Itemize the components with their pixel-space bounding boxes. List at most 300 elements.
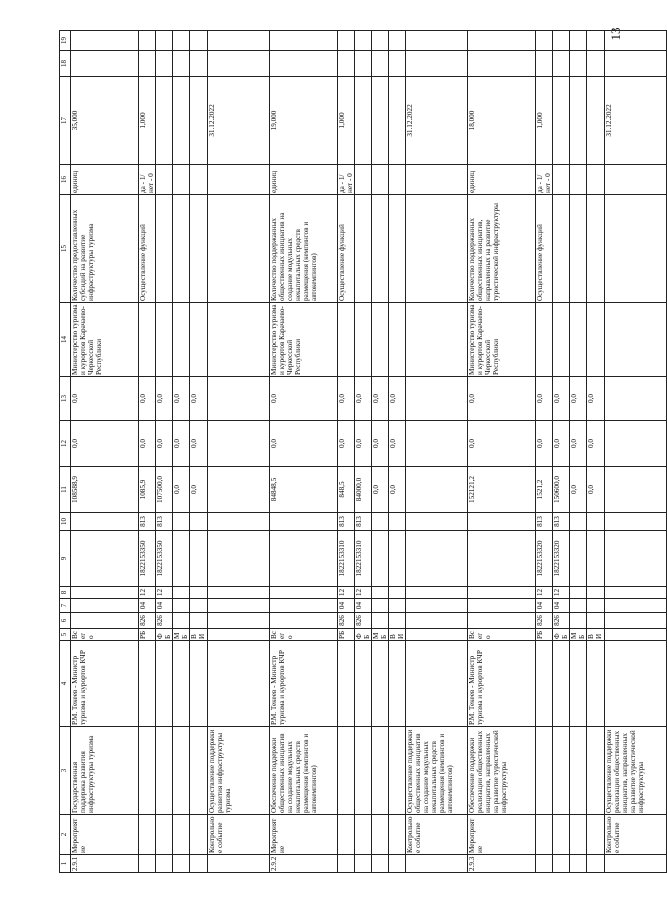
unit-cell: да - 1/ нет - 0 — [337, 165, 354, 195]
kbk-subsection-cell: 12 — [536, 587, 553, 599]
amount-2024-cell: 0,0 — [468, 377, 536, 421]
kbk-vr-cell — [406, 513, 468, 531]
kbk-grbs-cell — [269, 613, 337, 629]
kbk-vr-cell — [468, 513, 536, 531]
amount-2024-cell: 0,0 — [139, 377, 156, 421]
rotated-table-wrapper — [59, 31, 645, 873]
funding-source-cell: Всего — [468, 629, 536, 641]
kbk-grbs-cell: 826 — [139, 613, 156, 629]
kbk-vr-cell — [388, 513, 405, 531]
executor-cell — [587, 303, 604, 377]
indicator-name-cell — [406, 195, 468, 303]
amount-2022-cell — [207, 467, 269, 513]
row-number-cell — [139, 855, 156, 873]
event-type-cell: Мероприятие — [269, 815, 337, 855]
event-type-cell: Контрольное событие — [207, 815, 269, 855]
amount-2024-cell: 0,0 — [388, 377, 405, 421]
amount-2023-cell: 0,0 — [269, 421, 337, 467]
responsible-cell — [207, 641, 269, 727]
kbk-section-cell: 04 — [337, 599, 354, 613]
empty-cell-18 — [337, 51, 354, 77]
amount-2023-cell: 0,0 — [173, 421, 190, 467]
event-type-cell — [354, 815, 371, 855]
amount-2024-cell: 0,0 — [354, 377, 371, 421]
column-number: 18 — [60, 51, 71, 77]
unit-cell: единиц — [71, 165, 139, 195]
unit-cell: да - 1/ нет - 0 — [139, 165, 156, 195]
kbk-section-cell — [604, 599, 666, 613]
unit-cell — [371, 165, 388, 195]
column-number: 13 — [60, 377, 71, 421]
event-name-cell — [190, 727, 207, 815]
kbk-vr-cell — [190, 513, 207, 531]
amount-2022-cell: 84000,0 — [354, 467, 371, 513]
kbk-vr-cell — [269, 513, 337, 531]
kbk-grbs-cell — [173, 613, 190, 629]
amount-2022-cell: 0,0 — [388, 467, 405, 513]
indicator-value-cell — [371, 77, 388, 165]
row-number-cell: 2.9.1 — [71, 855, 139, 873]
empty-cell-18 — [570, 51, 587, 77]
indicator-value-cell: 31.12.2022 — [406, 77, 468, 165]
column-number: 16 — [60, 165, 71, 195]
table-row — [587, 31, 604, 873]
column-number: 7 — [60, 599, 71, 613]
responsible-cell: Р.М. Текеев - Министр туризма и курортов КЧР — [269, 641, 337, 727]
kbk-target-cell — [190, 531, 207, 587]
event-name-cell: Осуществление поддержки реализации общественных инициатив, направленных на развитие туристической инфраструктуры — [604, 727, 666, 815]
event-type-cell — [587, 815, 604, 855]
kbk-subsection-cell — [371, 587, 388, 599]
column-number: 14 — [60, 303, 71, 377]
row-number-cell — [207, 855, 269, 873]
event-name-cell — [173, 727, 190, 815]
kbk-section-cell — [71, 599, 139, 613]
event-name-cell: Осуществление поддержки развития инфраструктуры туризма — [207, 727, 269, 815]
kbk-grbs-cell — [570, 613, 587, 629]
event-name-cell — [388, 727, 405, 815]
kbk-section-cell — [207, 599, 269, 613]
kbk-grbs-cell: 826 — [337, 613, 354, 629]
funding-source-cell: Всего — [71, 629, 139, 641]
event-name-cell — [570, 727, 587, 815]
empty-cell-19 — [71, 31, 139, 51]
event-name-cell: Обеспечение поддержки реализации общественных инициатив, направленных на развитие туристической инфраструктуры — [468, 727, 536, 815]
responsible-cell — [337, 641, 354, 727]
event-type-cell: Мероприятие — [468, 815, 536, 855]
event-type-cell: Контрольное событие — [406, 815, 468, 855]
unit-cell — [587, 165, 604, 195]
amount-2023-cell — [604, 421, 666, 467]
kbk-section-cell — [570, 599, 587, 613]
indicator-name-cell — [190, 195, 207, 303]
table-row — [388, 31, 405, 873]
responsible-cell — [173, 641, 190, 727]
kbk-grbs-cell — [371, 613, 388, 629]
kbk-vr-cell — [604, 513, 666, 531]
empty-cell-18 — [587, 51, 604, 77]
kbk-target-cell — [269, 531, 337, 587]
unit-cell — [388, 165, 405, 195]
kbk-grbs-cell — [468, 613, 536, 629]
kbk-section-cell — [173, 599, 190, 613]
table-row — [207, 31, 269, 873]
row-number-cell — [553, 855, 570, 873]
kbk-target-cell — [570, 531, 587, 587]
amount-2022-cell: 152121,2 — [468, 467, 536, 513]
kbk-grbs-cell — [604, 613, 666, 629]
row-number-cell — [371, 855, 388, 873]
executor-cell — [553, 303, 570, 377]
indicator-value-cell — [190, 77, 207, 165]
empty-cell-18 — [190, 51, 207, 77]
kbk-target-cell — [207, 531, 269, 587]
kbk-subsection-cell — [269, 587, 337, 599]
responsible-cell — [371, 641, 388, 727]
table-row — [71, 31, 139, 873]
event-name-cell — [354, 727, 371, 815]
indicator-value-cell — [388, 77, 405, 165]
indicator-value-cell — [587, 77, 604, 165]
amount-2024-cell — [207, 377, 269, 421]
amount-2022-cell — [406, 467, 468, 513]
executor-cell — [207, 303, 269, 377]
event-type-cell — [570, 815, 587, 855]
empty-cell-19 — [190, 31, 207, 51]
empty-cell-18 — [354, 51, 371, 77]
kbk-vr-cell — [173, 513, 190, 531]
kbk-target-cell — [371, 531, 388, 587]
table-row — [173, 31, 190, 873]
executor-cell: Министерство туризма и курортов Карачаево-Черкесской Республики — [468, 303, 536, 377]
kbk-section-cell — [406, 599, 468, 613]
kbk-target-cell — [604, 531, 666, 587]
table-row — [156, 31, 173, 873]
amount-2024-cell: 0,0 — [156, 377, 173, 421]
amount-2022-cell: 0,0 — [587, 467, 604, 513]
kbk-subsection-cell — [190, 587, 207, 599]
empty-cell-18 — [388, 51, 405, 77]
empty-cell-19 — [553, 31, 570, 51]
kbk-section-cell — [468, 599, 536, 613]
indicator-name-cell — [371, 195, 388, 303]
row-number-cell — [604, 855, 666, 873]
amount-2023-cell: 0,0 — [156, 421, 173, 467]
column-number: 10 — [60, 513, 71, 531]
unit-cell: единиц — [269, 165, 337, 195]
empty-cell-19 — [536, 31, 553, 51]
amount-2023-cell: 0,0 — [71, 421, 139, 467]
indicator-value-cell: 1,000 — [337, 77, 354, 165]
indicator-value-cell: 1,000 — [536, 77, 553, 165]
kbk-subsection-cell: 12 — [553, 587, 570, 599]
responsible-cell — [587, 641, 604, 727]
unit-cell: единиц — [468, 165, 536, 195]
funding-source-cell — [406, 629, 468, 641]
column-number: 19 — [60, 31, 71, 51]
amount-2022-cell: 84848,5 — [269, 467, 337, 513]
amount-2022-cell: 150600,0 — [553, 467, 570, 513]
empty-cell-19 — [207, 31, 269, 51]
column-number: 1 — [60, 855, 71, 873]
table-row — [337, 31, 354, 873]
executor-cell — [156, 303, 173, 377]
executor-cell: Министерство туризма и курортов Карачаево-Черкесской Республики — [71, 303, 139, 377]
kbk-subsection-cell: 12 — [337, 587, 354, 599]
event-type-cell: Мероприятие — [71, 815, 139, 855]
table-body — [60, 31, 667, 873]
amount-2022-cell: 1085,9 — [139, 467, 156, 513]
amount-2024-cell: 0,0 — [269, 377, 337, 421]
indicator-name-cell: Количество поддержанных общественных инициатив на создание модульных некапитальных средств размещения (кемпингов и автокемпингов) — [269, 195, 337, 303]
kbk-grbs-cell — [406, 613, 468, 629]
amount-2023-cell: 0,0 — [139, 421, 156, 467]
column-number: 17 — [60, 77, 71, 165]
kbk-subsection-cell — [388, 587, 405, 599]
event-type-cell — [190, 815, 207, 855]
table-row — [536, 31, 553, 873]
kbk-vr-cell — [207, 513, 269, 531]
row-number-cell: 2.9.3 — [468, 855, 536, 873]
unit-cell — [156, 165, 173, 195]
indicator-value-cell: 18,000 — [468, 77, 536, 165]
executor-cell — [354, 303, 371, 377]
table-row — [553, 31, 570, 873]
unit-cell — [406, 165, 468, 195]
kbk-section-cell: 04 — [156, 599, 173, 613]
amount-2023-cell: 0,0 — [553, 421, 570, 467]
executor-cell — [173, 303, 190, 377]
indicator-name-cell — [354, 195, 371, 303]
empty-cell-19 — [337, 31, 354, 51]
funding-source-cell: РБ — [139, 629, 156, 641]
table-row — [190, 31, 207, 873]
funding-source-cell: МБ — [371, 629, 388, 641]
kbk-section-cell — [269, 599, 337, 613]
table-row — [604, 31, 666, 873]
kbk-target-cell — [388, 531, 405, 587]
indicator-name-cell — [587, 195, 604, 303]
indicator-value-cell: 19,000 — [269, 77, 337, 165]
event-type-cell — [536, 815, 553, 855]
event-type-cell — [553, 815, 570, 855]
amount-2024-cell: 0,0 — [337, 377, 354, 421]
column-number: 11 — [60, 467, 71, 513]
amount-2023-cell: 0,0 — [337, 421, 354, 467]
empty-cell-19 — [587, 31, 604, 51]
amount-2023-cell: 0,0 — [371, 421, 388, 467]
kbk-subsection-cell — [570, 587, 587, 599]
empty-cell-18 — [139, 51, 156, 77]
empty-cell-18 — [156, 51, 173, 77]
indicator-name-cell: Количество предоставленных субсидий на развитие инфраструктуры туризма — [71, 195, 139, 303]
kbk-section-cell — [190, 599, 207, 613]
amount-2023-cell: 0,0 — [190, 421, 207, 467]
amount-2024-cell: 0,0 — [553, 377, 570, 421]
responsible-cell — [553, 641, 570, 727]
empty-cell-18 — [173, 51, 190, 77]
event-name-cell: Государственная поддержка развития инфраструктуры туризма — [71, 727, 139, 815]
executor-cell — [388, 303, 405, 377]
empty-cell-19 — [468, 31, 536, 51]
amount-2022-cell: 1521,2 — [536, 467, 553, 513]
table-row — [406, 31, 468, 873]
event-name-cell — [139, 727, 156, 815]
kbk-target-cell: 1822153350 — [156, 531, 173, 587]
kbk-target-cell — [468, 531, 536, 587]
page-number: 13 — [608, 27, 623, 41]
responsible-cell — [388, 641, 405, 727]
empty-cell-19 — [354, 31, 371, 51]
row-number-cell — [156, 855, 173, 873]
kbk-grbs-cell — [587, 613, 604, 629]
indicator-name-cell — [604, 195, 666, 303]
amount-2024-cell — [406, 377, 468, 421]
amount-2022-cell: 0,0 — [173, 467, 190, 513]
table-row — [371, 31, 388, 873]
amount-2024-cell — [604, 377, 666, 421]
indicator-value-cell: 31.12.2022 — [604, 77, 666, 165]
executor-cell: Министерство туризма и курортов Карачаево-Черкесской Республики — [269, 303, 337, 377]
kbk-vr-cell — [587, 513, 604, 531]
funding-source-cell: ФБ — [156, 629, 173, 641]
unit-cell — [173, 165, 190, 195]
unit-cell — [207, 165, 269, 195]
kbk-subsection-cell — [173, 587, 190, 599]
empty-cell-18 — [536, 51, 553, 77]
kbk-target-cell: 1822153320 — [553, 531, 570, 587]
kbk-target-cell — [406, 531, 468, 587]
column-number: 5 — [60, 629, 71, 641]
amount-2023-cell: 0,0 — [354, 421, 371, 467]
event-type-cell — [337, 815, 354, 855]
indicator-name-cell: Количество поддержанных общественных инициатив, направленных на развитие туристической инфраструктуры — [468, 195, 536, 303]
funding-source-cell: МБ — [173, 629, 190, 641]
event-name-cell — [156, 727, 173, 815]
table-row — [468, 31, 536, 873]
row-number-cell — [406, 855, 468, 873]
kbk-section-cell — [587, 599, 604, 613]
indicator-name-cell — [570, 195, 587, 303]
responsible-cell — [570, 641, 587, 727]
unit-cell — [570, 165, 587, 195]
funding-source-cell: ФБ — [354, 629, 371, 641]
kbk-section-cell — [371, 599, 388, 613]
kbk-vr-cell: 813 — [553, 513, 570, 531]
unit-cell — [604, 165, 666, 195]
column-number: 12 — [60, 421, 71, 467]
empty-cell-18 — [371, 51, 388, 77]
column-number: 2 — [60, 815, 71, 855]
funding-source-cell: ВИ — [190, 629, 207, 641]
executor-cell — [536, 303, 553, 377]
kbk-section-cell: 04 — [139, 599, 156, 613]
indicator-value-cell — [570, 77, 587, 165]
executor-cell — [371, 303, 388, 377]
kbk-section-cell: 04 — [553, 599, 570, 613]
funding-source-cell: МБ — [570, 629, 587, 641]
amount-2022-cell: 0,0 — [570, 467, 587, 513]
unit-cell: да - 1/ нет - 0 — [536, 165, 553, 195]
kbk-target-cell: 1822153350 — [139, 531, 156, 587]
funding-source-cell: РБ — [337, 629, 354, 641]
indicator-name-cell: Осуществление функций — [139, 195, 156, 303]
amount-2024-cell: 0,0 — [173, 377, 190, 421]
row-number-cell: 2.9.2 — [269, 855, 337, 873]
kbk-target-cell — [173, 531, 190, 587]
event-name-cell — [587, 727, 604, 815]
kbk-vr-cell: 813 — [139, 513, 156, 531]
row-number-cell — [354, 855, 371, 873]
kbk-subsection-cell — [587, 587, 604, 599]
executor-cell — [570, 303, 587, 377]
amount-2023-cell: 0,0 — [536, 421, 553, 467]
kbk-grbs-cell: 826 — [354, 613, 371, 629]
kbk-subsection-cell — [207, 587, 269, 599]
kbk-subsection-cell: 12 — [139, 587, 156, 599]
empty-cell-18 — [406, 51, 468, 77]
event-name-cell — [553, 727, 570, 815]
kbk-section-cell: 04 — [536, 599, 553, 613]
event-name-cell: Обеспечение поддержки общественных инициатив на создание модульных некапитальных средств размещения (кемпингов и автокемпингов) — [269, 727, 337, 815]
indicator-value-cell — [354, 77, 371, 165]
indicator-name-cell — [173, 195, 190, 303]
funding-source-cell: ВИ — [388, 629, 405, 641]
responsible-cell — [536, 641, 553, 727]
amount-2023-cell — [207, 421, 269, 467]
funding-source-cell: ФБ — [553, 629, 570, 641]
amount-2023-cell — [406, 421, 468, 467]
table-row — [354, 31, 371, 873]
indicator-value-cell — [173, 77, 190, 165]
indicator-name-cell — [553, 195, 570, 303]
empty-cell-19 — [173, 31, 190, 51]
unit-cell — [354, 165, 371, 195]
event-type-cell — [388, 815, 405, 855]
kbk-section-cell — [388, 599, 405, 613]
kbk-subsection-cell — [604, 587, 666, 599]
event-name-cell — [371, 727, 388, 815]
kbk-vr-cell: 813 — [354, 513, 371, 531]
amount-2022-cell: 0,0 — [371, 467, 388, 513]
kbk-grbs-cell — [388, 613, 405, 629]
kbk-target-cell: 1822153310 — [337, 531, 354, 587]
executor-cell — [190, 303, 207, 377]
empty-cell-18 — [71, 51, 139, 77]
event-type-cell — [156, 815, 173, 855]
responsible-cell — [139, 641, 156, 727]
column-number: 6 — [60, 613, 71, 629]
indicator-name-cell — [156, 195, 173, 303]
kbk-target-cell: 1822153320 — [536, 531, 553, 587]
program-table — [59, 30, 667, 873]
funding-source-cell: ВИ — [587, 629, 604, 641]
unit-cell — [190, 165, 207, 195]
kbk-subsection-cell — [71, 587, 139, 599]
amount-2024-cell: 0,0 — [570, 377, 587, 421]
kbk-vr-cell — [71, 513, 139, 531]
indicator-value-cell — [156, 77, 173, 165]
empty-cell-19 — [269, 31, 337, 51]
responsible-cell — [406, 641, 468, 727]
funding-source-cell — [207, 629, 269, 641]
kbk-vr-cell: 813 — [337, 513, 354, 531]
indicator-name-cell: Осуществление функций — [337, 195, 354, 303]
event-name-cell — [337, 727, 354, 815]
kbk-target-cell — [587, 531, 604, 587]
column-number: 15 — [60, 195, 71, 303]
row-number-cell — [536, 855, 553, 873]
